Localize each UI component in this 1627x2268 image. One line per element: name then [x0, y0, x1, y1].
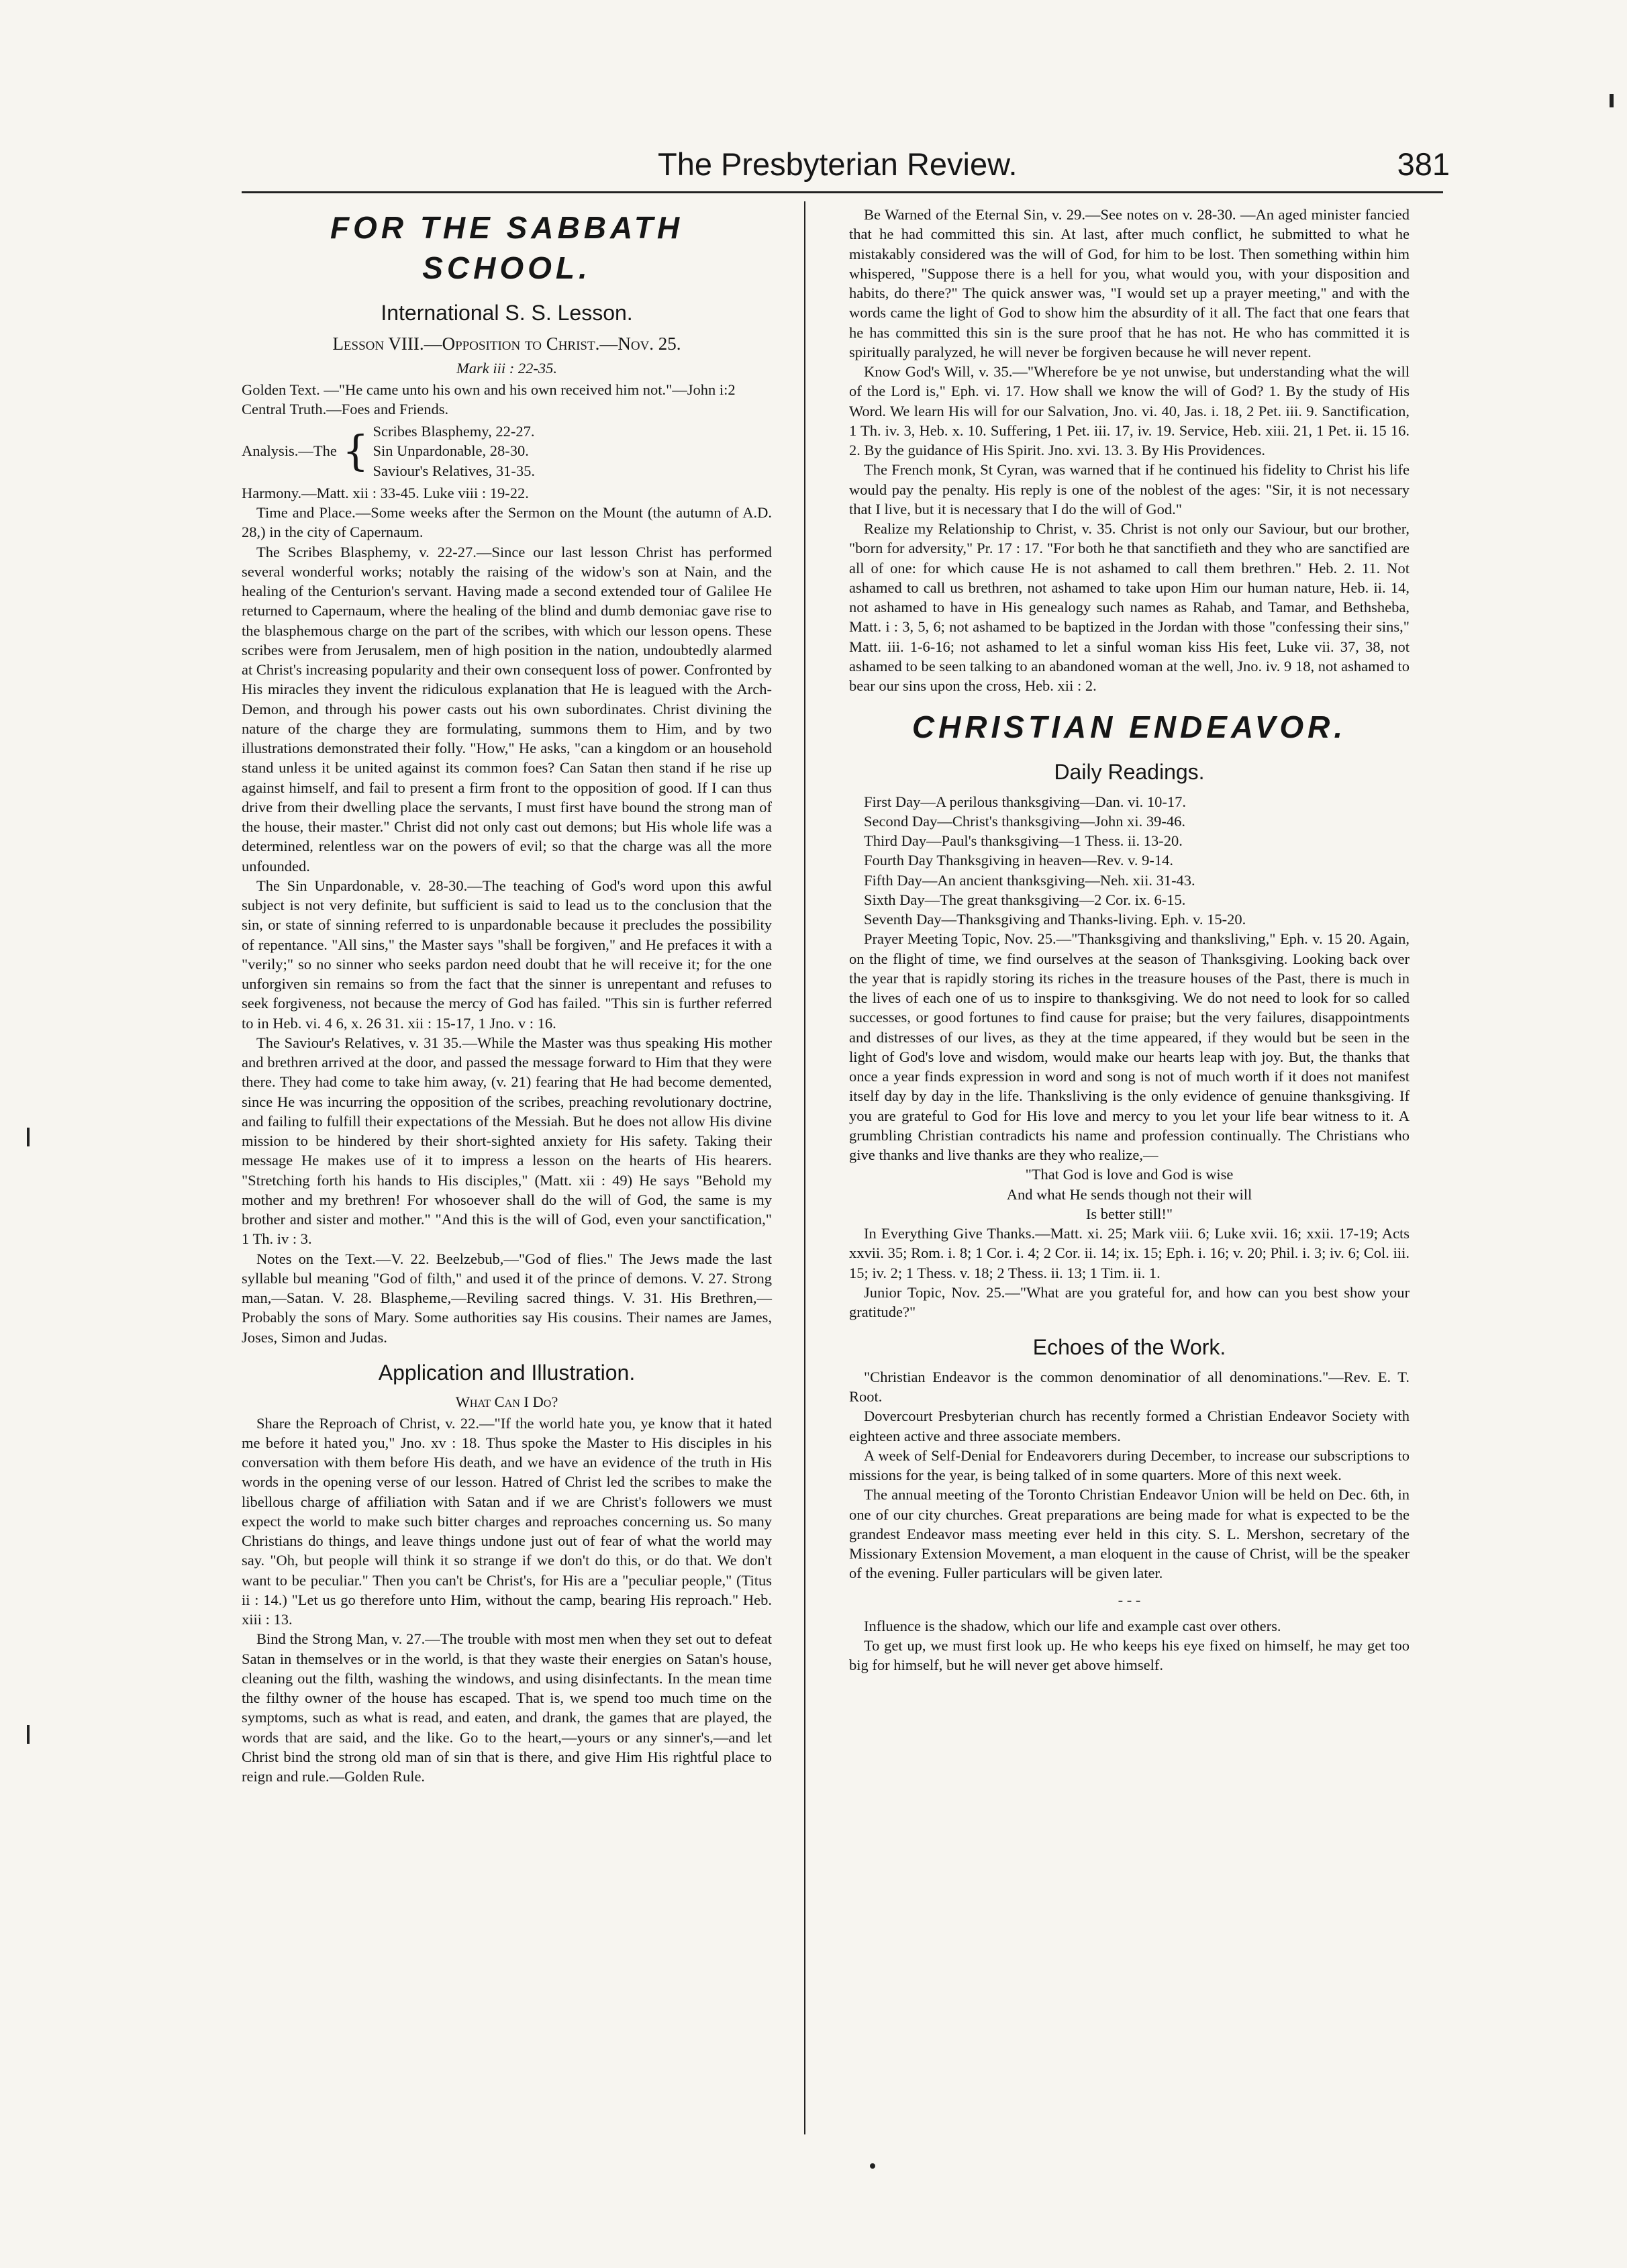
time-and-place: Time and Place.—Some weeks after the Sermon on the Mount (the autumn of A.D. 28,) in the city of Capernaum.	[242, 504, 772, 541]
left-column	[242, 208, 772, 1786]
brace-icon: {	[342, 426, 369, 475]
echo-item: A week of Self-Denial for Endeavorers during December, to increase our subscriptions to missions for the year, is being talked of in some quarters. More of this next week.	[849, 1446, 1410, 1484]
daily-readings-title: Daily Readings.	[1054, 760, 1205, 785]
relatives-paragraph: The Saviour's Relatives, v. 31 35.—While the Master was thus speaking His mother and brethren arrived at the door, and passed the message forward to Him that they were there. They had come to take him away, (v. 21) fearing that He had become demented, since He was incurring the opposition of the scribes, preaching revolutionary doctrine, and failing to fulfill their expectations of the Messiah. But he does not allow His divine mission to be hindered by their short-sighted anxiety for His safety. Taking their message He makes use of it to impress a lesson on the hearts of His hearers. "Stretching forth his hands to His disciples," (Matt. xii : 49) He says "Behold my mother and my brethren! For whosoever shall do the will of God, the same is my brother and sister and mother." "And this is the will of God, even your sanctification," 1 Th. iv : 3.	[242, 1034, 772, 1248]
harmony: Harmony.—Matt. xii : 33-45. Luke viii : 19-22.	[242, 484, 529, 501]
realize-paragraph: Realize my Relationship to Christ, v. 35. Christ is not only our Saviour, but our brother, "born for adversity," Pr. 17 : 17. "For both he that sanctifieth and they who are sanctified are all of one: for which cause He is not ashamed to call them brethren." Heb. 2. 11. Not ashamed to call us brethren, not ashamed to take upon Him our human nature, Heb. ii. 14, not ashamed to have in His genealogy such names as Rahab, and Tamar, and Bethsheba, Matt. i : 3, 5, 6; not ashamed to be baptized in the Jordan with those "confessing their sins," Matt. iii. 1-6-16; not ashamed to let a sinful woman kiss His feet, Luke vii. 37, 38, not ashamed to be seen talking to an abandoned woman at the well, Jno. iv. 9 18, not ashamed to bear our sins upon the cross, Heb. xii : 2.	[849, 520, 1410, 694]
header-rule	[242, 191, 1443, 193]
poem-line: "That God is love and God is wise	[1025, 1166, 1234, 1183]
analysis-block	[242, 422, 772, 481]
analysis-item: Saviour's Relatives, 31-35.	[373, 462, 535, 479]
echo-item: "Christian Endeavor is the common denominatior of all denominations."—Rev. E. T. Root.	[849, 1368, 1410, 1406]
sin-paragraph: The Sin Unpardonable, v. 28-30.—The teaching of God's word upon this awful subject is not very definite, but sufficient is said to lead us to the conclusion that the sin, or state of sinning referred to is unpardonable because it precludes the possibility of repentance. "All sins," the Master says "shall be forgiven," and He prefaces it with a "verily;" so no sinner who seeks pardon need doubt that he will receive it; for the one unforgiven sin remains so from the fact that the sinner is unrepentant and refuses to seek forgiveness, not because the mercy of God has failed. "This sin is further referred to in Heb. vi. 4 6, x. 26 31. xii : 15-17, 1 Jno. v : 16.	[242, 877, 772, 1032]
application-title: Application and Illustration.	[378, 1360, 636, 1385]
sabbath-school-title: FOR THE SABBATH SCHOOL.	[330, 210, 684, 285]
poem-line: And what He sends though not their will	[1006, 1185, 1252, 1203]
reading-item: Seventh Day—Thanksgiving and Thanks-living. Eph. v. 15-20.	[864, 911, 1246, 928]
poem	[849, 1165, 1410, 1224]
reading-item: Second Day—Christ's thanksgiving—John xi. 39-46.	[864, 812, 1186, 830]
analysis-label: Analysis.—The	[242, 442, 337, 460]
central-truth: Central Truth.—Foes and Friends.	[242, 400, 449, 417]
reading-item: Fifth Day—An ancient thanksgiving—Neh. xii. 31-43.	[864, 871, 1195, 889]
scripture-reference: Mark iii : 22-35.	[456, 360, 557, 377]
scribes-paragraph: The Scribes Blasphemy, v. 22-27.—Since our last lesson Christ has performed several wonderful works; notably the raising of the widow's son at Nain, and the healing of the Centurion's servant. Having made a second extended tour of Galilee He returned to Capernaum, where the healing of the blind and dumb demoniac gave rise to the blasphemous charge on the part of the scribes, with which our lesson opens. These scribes were from Jerusalem, men of high position in the nation, undoubtedly alarmed at Christ's increasing popularity and their own consequent loss of power. Confronted by His miracles they invent the ridiculous explanation that He is leagued with the Arch-Demon, and through his power casts out his own subordinates. Christ divining the nature of the charge they are formulating, summons them to Him, and by two illustrations demonstrated their folly. "How," He asks, "can a kingdom or an household stand unless it be united against its common foes? Can Satan then stand if he rise up against himself, and fail to present a firm front to the opposition of good. If I can thus drive from their dwelling place the servants, I must first have bound the strong man of the house, their master." Christ did not only cast out demons; but His whole life was a determined, relentless war on the powers of evil; so that the charge was all the more unfounded.	[242, 543, 772, 875]
get-up-paragraph: To get up, we must first look up. He who keeps his eye fixed on himself, he may get too big for himself, but he will never get above himself.	[849, 1637, 1410, 1674]
poem-line: Is better still!"	[1085, 1205, 1173, 1222]
know-paragraph: Know God's Will, v. 35.—"Wherefore be ye not unwise, but understanding what the will of the Lord is," Eph. vi. 17. How shall we know the will of God? 1. By the study of His Word. We learn His will for our Salvation, Jno. vi. 40, Jas. i. 18, 2 Pet. iii. 9. Sanctification, 1 Th. iv. 3, Heb. x. 10. Suffering, 1 Pet. iii. 17, iv. 19. Service, Heb. xiii. 21, 1 Pet. ii. 15 16. 2. By the guidance of His Spirit. Jno. xvi. 13. 3. By His Providences.	[849, 363, 1410, 458]
analysis-item: Sin Unpardonable, 28-30.	[373, 442, 529, 460]
share-paragraph: Share the Reproach of Christ, v. 22.—"If the world hate you, ye know that it hated me before it hated you," Jno. xv : 18. Thus spoke the Master to His disciples in his conversation with them before His death, and we have an evidence of the truth in His words in the opening verse of our lesson. Hatred of Christ led the scribes to make the libellous charge of affiliation with Satan and if we are Christ's followers we must expect the world to make such bitter charges and reproaches concerning us. So many Christians do things, and leave things undone just out of fear of what the world may say. "Oh, but people will think it so strange if we don't do this, or do that. We don't want to be peculiar." Then you can't be Christ's, for His are a "peculiar people," (Titus ii : 14.) "Let us go therefore unto Him, without the camp, bearing His reproach." Heb. xiii : 13.	[242, 1414, 772, 1628]
lesson-heading: Lesson VIII.—Opposition to Christ.—Nov. 25.	[332, 334, 681, 354]
scan-mark	[1610, 94, 1614, 107]
scan-mark	[27, 1725, 30, 1744]
lesson-subtitle: International S. S. Lesson.	[381, 300, 633, 325]
notes-paragraph: Notes on the Text.—V. 22. Beelzebub,—"God of flies." The Jews made the last syllable bul meaning "God of filth," and used it of the prince of demons. V. 27. Strong man,—Satan. V. 28. Blaspheme,—Reviling sacred things. V. 31. His Brethren,—Probably the sons of Mary. Some authorities say His cousins. Their names are James, Joses, Simon and Judas.	[242, 1250, 772, 1346]
right-column	[849, 205, 1410, 1675]
bind-paragraph: Bind the Strong Man, v. 27.—The trouble with most men when they set out to defeat Satan in themselves or in the world, is that they waste their energies on Satan's house, cleaning out the filth, washing the windows, and using disinfectants. In the mean time the filthy owner of the house has escaped. That is, we spend too much time on the symptoms, such as what is read, and eaten, and drank, the games that are played, the words that are said, and the like. Go to the heart,—yours or any sinner's,—and let Christ bind the strong old man of sin that is there, and give Him His rightful place to reign and rule.—Golden Rule.	[242, 1630, 772, 1785]
christian-endeavor-title: CHRISTIAN ENDEAVOR.	[911, 709, 1347, 745]
golden-text: Golden Text. —"He came unto his own and his own received him not."—John i:2	[242, 381, 736, 398]
reading-item: Fourth Day Thanksgiving in heaven—Rev. v. 9-14.	[864, 852, 1173, 869]
what-can-i-do: What Can I Do?	[455, 1393, 558, 1411]
reading-item: First Day—A perilous thanksgiving—Dan. vi. 10-17.	[864, 793, 1186, 810]
junior-topic: Junior Topic, Nov. 25.—"What are you grateful for, and how can you best show your gratitude?"	[849, 1283, 1410, 1321]
scan-mark	[27, 1128, 30, 1146]
page-header	[658, 141, 1450, 188]
reading-item: Third Day—Paul's thanksgiving—1 Thess. ii. 13-20.	[864, 832, 1183, 850]
scan-mark	[870, 2163, 875, 2169]
influence-paragraph: Influence is the shadow, which our life and example cast over others.	[864, 1617, 1281, 1634]
french-monk-paragraph: The French monk, St Cyran, was warned that if he continued his fidelity to Christ his life would pay the penalty. His reply is one of the noblest of the ages: "Sir, it is not necessary that I live, but it is necessary that I do the will of God."	[849, 461, 1410, 517]
section-divider: - - -	[1118, 1591, 1141, 1608]
echoes-title: Echoes of the Work.	[1032, 1335, 1226, 1360]
echo-item: The annual meeting of the Toronto Christian Endeavor Union will be held on Dec. 6th, in one of our city churches. Great preparations are being made for what is expected to be the grandest Endeavor mass meeting ever held in this city. S. L. Mershon, secretary of the Missionary Extension Movement, a man eloquent in the cause of Christ, will be the speaker of the evening. Fuller particulars will be given later.	[849, 1486, 1410, 1582]
running-title: The Presbyterian Review.	[658, 146, 1018, 182]
column-divider	[804, 201, 805, 2134]
page-number: 381	[1397, 146, 1450, 182]
daily-readings-list	[849, 792, 1410, 930]
everything-paragraph: In Everything Give Thanks.—Matt. xi. 25; Mark viii. 6; Luke xvii. 16; xxii. 17-19; Acts xxvii. 35; Rom. i. 8; 1 Cor. i. 4; 2 Cor. ii. 14; ix. 15; Eph. i. 16; v. 20; Phil. i. 3; iv. 6; Col. iii. 15; iv. 2; 1 Thess. v. 18; 2 Thess. ii. 13; 1 Tim. ii. 1.	[849, 1225, 1410, 1281]
prayer-meeting-paragraph: Prayer Meeting Topic, Nov. 25.—"Thanksgiving and thanksliving," Eph. v. 15 20. Again, on the flight of time, we find ourselves at the season of Thanksgiving. Looking back over the year that is rapidly storing its riches in the treasure houses of the Past, there is much in the lives of each one of us to inspire to thanksgiving. We do not need to look for so called successes, or good fortunes to find cause for praise; but the very failures, disappointments and distresses of our lives, as they at the time appeared, if they would but be seen in the light of God's love and wisdom, would make our hearts leap with joy. But, the thanks that once a year finds expression in word and song is not of much worth if it does not manifest itself day by day in the life. Thanksliving is the only evidence of genuine thanksgiving. If you are grateful to God for His love and mercy to you let your life bear witness to it. A grumbling Christian contradicts his name and profession continually. The Christians who give thanks and live thanks are they who realize,—	[849, 930, 1410, 1164]
echo-item: Dovercourt Presbyterian church has recently formed a Christian Endeavor Society with eighteen active and three associate members.	[849, 1408, 1410, 1444]
warned-paragraph: Be Warned of the Eternal Sin, v. 29.—See notes on v. 28-30. —An aged minister fancied that he had committed this sin. At last, after much conflict, he submitted to what he mistakably considered was the will of God, for him to be lost. Then something within him whispered, "Suppose there is a hell for you, what would you, with your disposition and habits, do there?" The quick answer was, "I would set up a prayer meeting," and with the words came the light of God to show him the absurdity of it all. The fact that one fears that he has committed this sin is the sure proof that he has not. He who has committed it is spiritually paralyzed, he will never be forgiven because he will never repent.	[849, 206, 1410, 360]
analysis-item: Scribes Blasphemy, 22-27.	[373, 423, 535, 440]
reading-item: Sixth Day—The great thanksgiving—2 Cor. ix. 6-15.	[864, 891, 1186, 908]
